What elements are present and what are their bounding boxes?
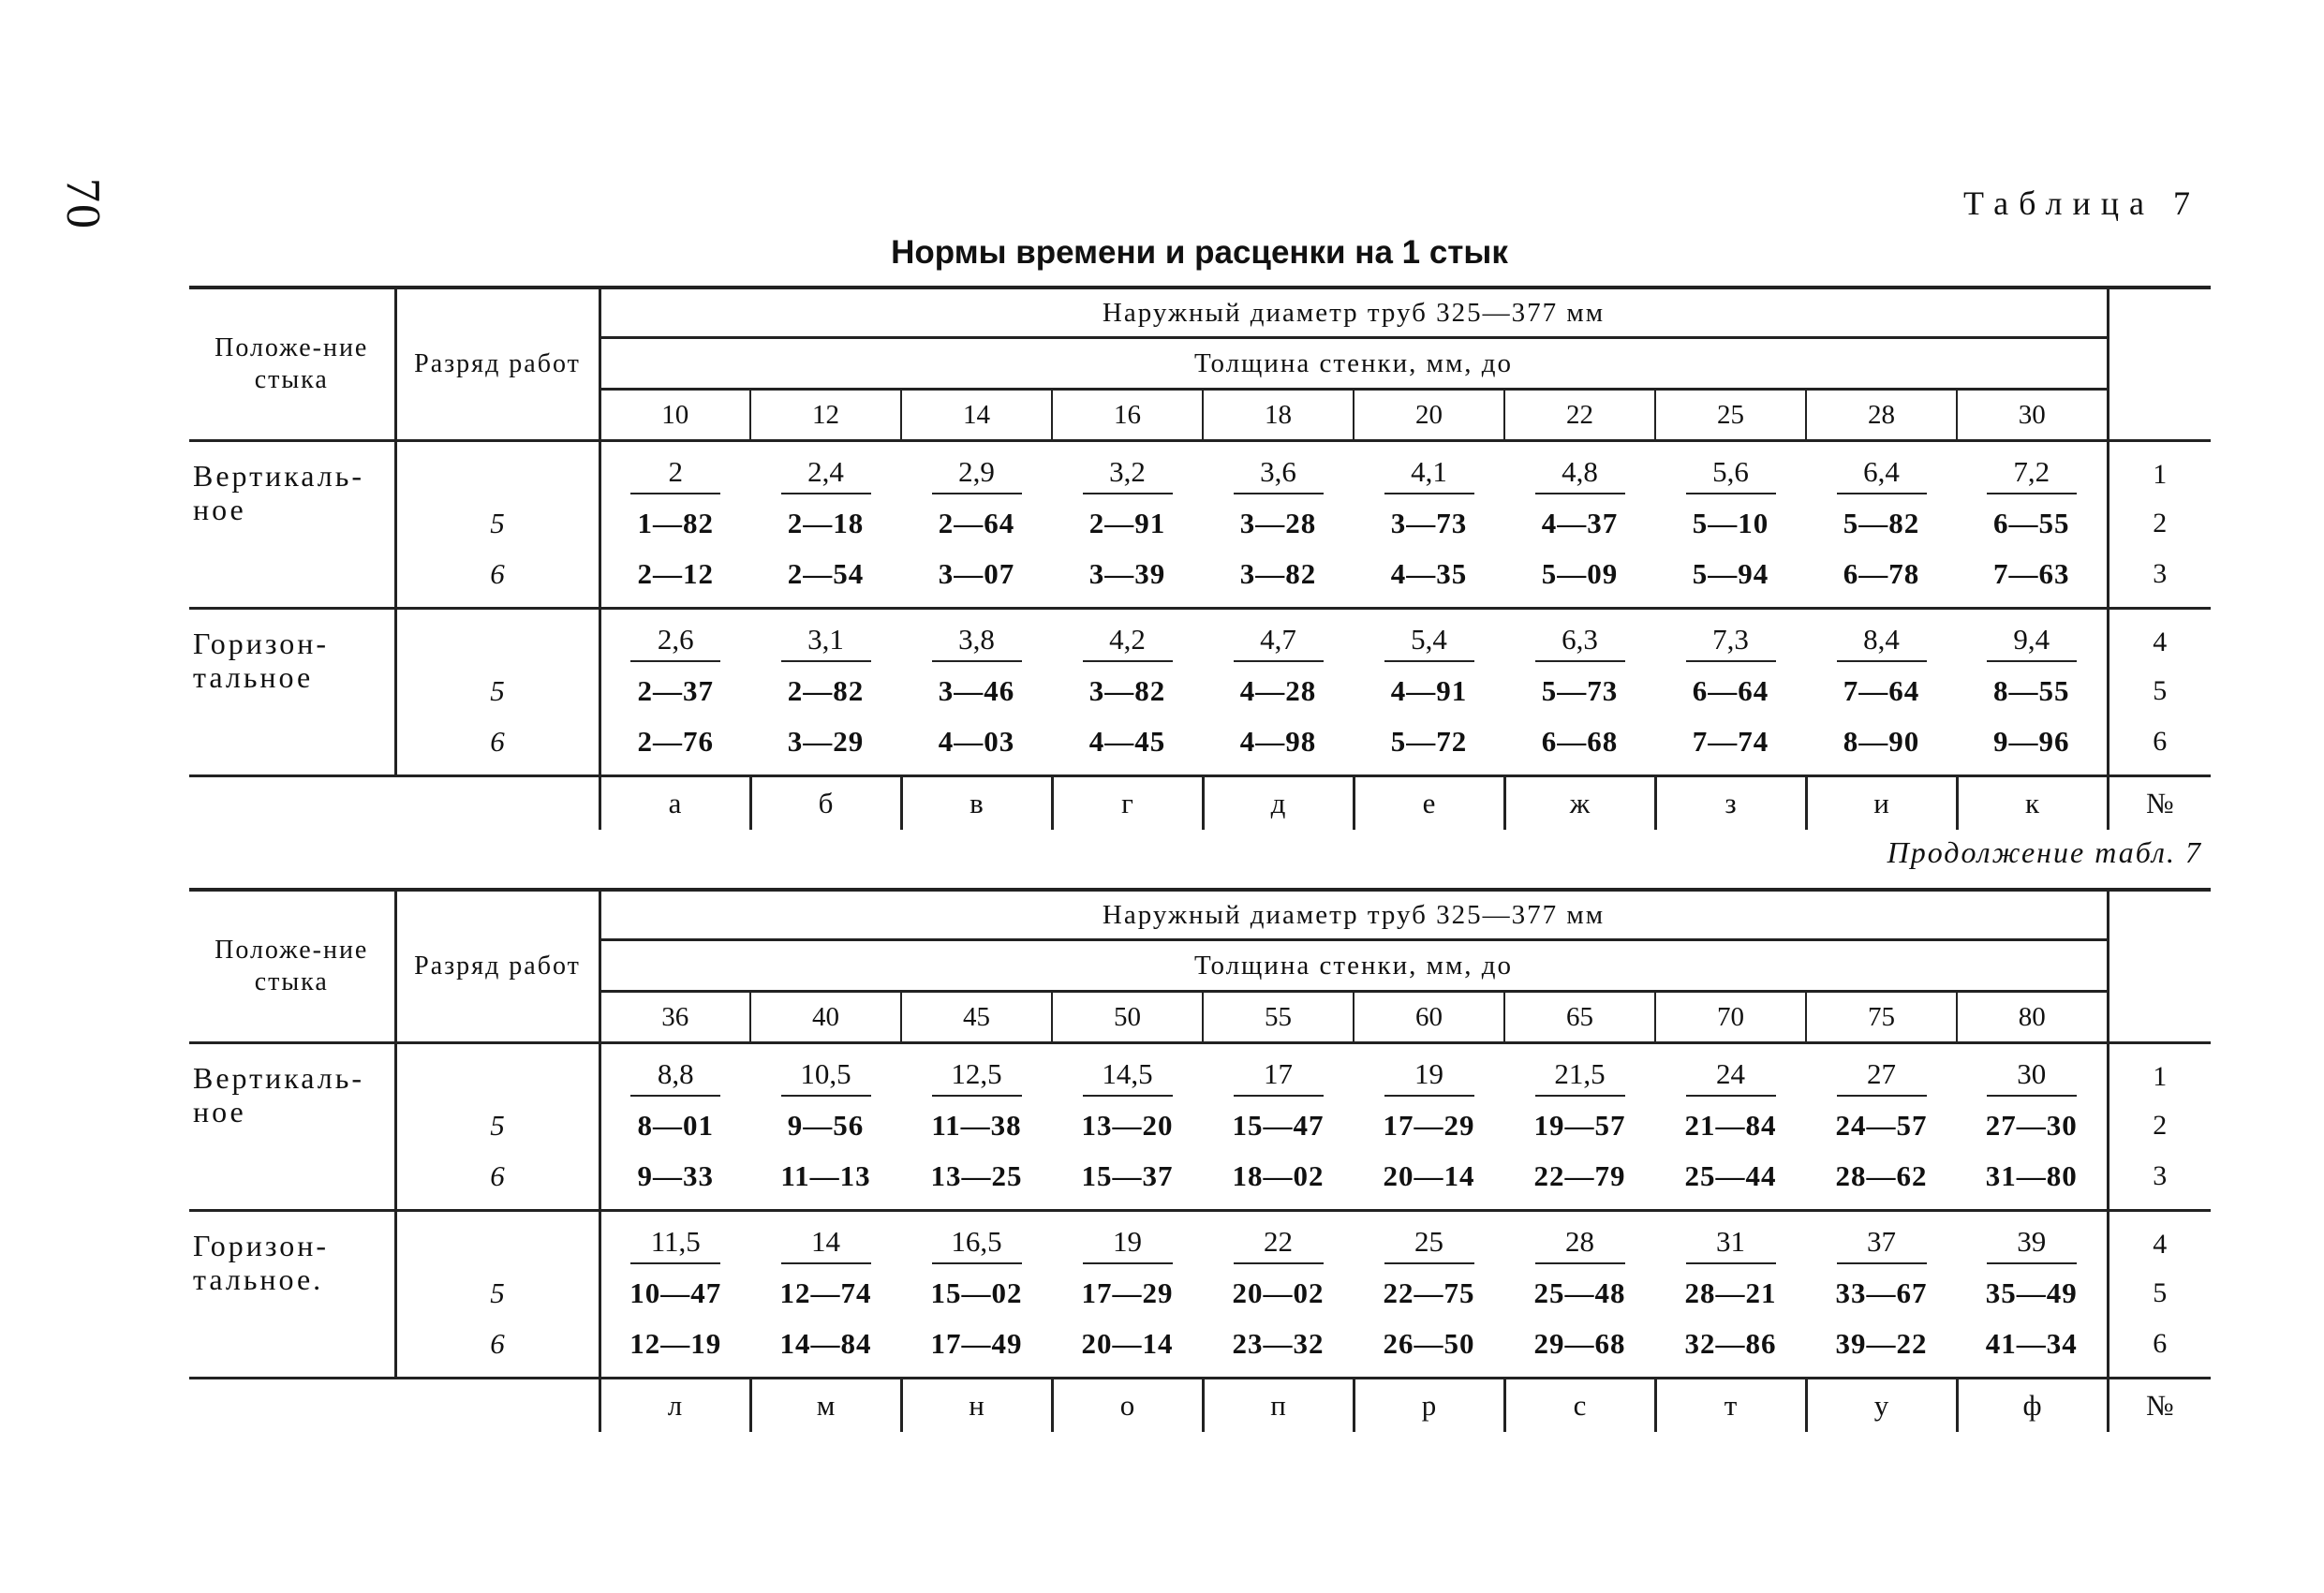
- rate-grade-6: 5—94: [1692, 557, 1769, 590]
- rate-grade-5: 33—67: [1835, 1276, 1928, 1309]
- rate-grade-5: 19—57: [1533, 1109, 1626, 1142]
- value-cell: [600, 1043, 750, 1211]
- value-cell: [600, 441, 750, 609]
- rate-grade-5: 2—91: [1088, 507, 1166, 539]
- letters-blank: [395, 1379, 600, 1433]
- rate-grade-5: 21—84: [1684, 1109, 1777, 1142]
- value-cell: [1052, 609, 1203, 776]
- rate-grade-5: 6—64: [1692, 674, 1769, 707]
- header-wall-thickness: Толщина стенки, мм, до: [600, 940, 2108, 992]
- thickness-header-cell: 50: [1052, 992, 1203, 1043]
- value-cell: [1806, 1043, 1957, 1211]
- column-letter: ф: [1957, 1379, 2108, 1433]
- column-letter: а: [600, 776, 750, 831]
- column-letter: з: [1655, 776, 1806, 831]
- rate-grade-5: 15—02: [930, 1276, 1023, 1309]
- rate-grade-5: 3—73: [1390, 507, 1468, 539]
- grade-value: 6: [490, 1327, 505, 1360]
- rate-grade-5: 28—21: [1684, 1276, 1777, 1309]
- value-cell: [1504, 609, 1655, 776]
- thickness-header-cell: 36: [600, 992, 750, 1043]
- table-row: [189, 1211, 2211, 1379]
- rate-grade-5: 2—18: [787, 507, 865, 539]
- grade-value: [397, 1054, 599, 1100]
- rate-grade-6: 25—44: [1684, 1159, 1777, 1192]
- number-sign: №: [2108, 776, 2211, 831]
- rate-grade-6: 4—35: [1390, 557, 1468, 590]
- value-cell: [901, 609, 1052, 776]
- table-label: Таблица 7: [1963, 184, 2200, 222]
- value-cell: [1655, 1043, 1806, 1211]
- rate-grade-6: 22—79: [1533, 1159, 1626, 1192]
- joint-position: Вертикаль-ное: [189, 1043, 395, 1211]
- rate-grade-6: 8—90: [1843, 725, 1920, 758]
- grade-cell: [395, 1043, 600, 1211]
- rate-grade-6: 13—25: [930, 1159, 1023, 1192]
- thickness-header-cell: 40: [750, 992, 901, 1043]
- rate-grade-6: 11—13: [780, 1159, 871, 1192]
- time-norm: 3,2: [1083, 451, 1173, 494]
- grade-value: [397, 1221, 599, 1268]
- grade-value: 5: [490, 507, 505, 539]
- time-norm: 7,3: [1686, 619, 1776, 662]
- value-cell: [1806, 1211, 1957, 1379]
- time-norm: 6,3: [1535, 619, 1625, 662]
- rate-grade-6: 2—76: [637, 725, 714, 758]
- header-outer-diameter: Наружный диаметр труб 325—377 мм: [600, 890, 2108, 940]
- time-norm: 19: [1384, 1054, 1474, 1097]
- value-cell: [1203, 609, 1354, 776]
- header-wall-thickness: Толщина стенки, мм, до: [600, 338, 2108, 390]
- column-letter: д: [1203, 776, 1354, 831]
- value-cell: [1957, 1043, 2108, 1211]
- value-cell: [750, 1211, 901, 1379]
- grade-value: 5: [490, 1109, 505, 1142]
- rate-grade-6: 3—07: [938, 557, 1015, 590]
- rate-grade-5: 25—48: [1533, 1276, 1626, 1309]
- rate-grade-5: 5—82: [1843, 507, 1920, 539]
- table-row: [189, 441, 2211, 609]
- rate-grade-5: 8—01: [637, 1109, 714, 1142]
- thickness-header-cell: 80: [1957, 992, 2108, 1043]
- grade-value: 5: [490, 674, 505, 707]
- norms-table-1: [189, 286, 2211, 830]
- column-letter: е: [1354, 776, 1504, 831]
- header-position: Положе-ние стыка: [189, 288, 395, 441]
- time-norm: 16,5: [932, 1221, 1022, 1264]
- rate-grade-5: 3—28: [1239, 507, 1317, 539]
- grade-value: 6: [490, 725, 505, 758]
- thickness-header-cell: 28: [1806, 390, 1957, 441]
- rate-grade-6: 4—98: [1239, 725, 1317, 758]
- time-norm: 9,4: [1987, 619, 2077, 662]
- rate-grade-6: 2—12: [637, 557, 714, 590]
- time-norm: 37: [1837, 1221, 1927, 1264]
- column-letter: л: [600, 1379, 750, 1433]
- value-cell: [750, 441, 901, 609]
- rate-grade-6: 5—09: [1541, 557, 1619, 590]
- letters-blank: [189, 1379, 395, 1433]
- column-letter: в: [901, 776, 1052, 831]
- rate-grade-5: 27—30: [1985, 1109, 2078, 1142]
- page-number: 70: [56, 178, 110, 230]
- rate-grade-6: 39—22: [1835, 1327, 1928, 1360]
- rate-grade-6: 2—54: [787, 557, 865, 590]
- row-number: 5: [2153, 1277, 2168, 1308]
- row-number: 4: [2153, 1229, 2168, 1260]
- column-letter: п: [1203, 1379, 1354, 1433]
- time-norm: 31: [1686, 1221, 1776, 1264]
- joint-position: Вертикаль-ное: [189, 441, 395, 609]
- value-cell: [1957, 1211, 2108, 1379]
- rate-grade-6: 12—19: [629, 1327, 722, 1360]
- rate-grade-5: 10—47: [629, 1276, 722, 1309]
- rate-grade-6: 4—45: [1088, 725, 1166, 758]
- time-norm: 3,1: [781, 619, 871, 662]
- row-number: 2: [2153, 1110, 2168, 1141]
- header-grade: Разряд работ: [395, 288, 600, 441]
- thickness-header-cell: 25: [1655, 390, 1806, 441]
- time-norm: 27: [1837, 1054, 1927, 1097]
- thickness-header-cell: 20: [1354, 390, 1504, 441]
- time-norm: 6,4: [1837, 451, 1927, 494]
- value-cell: [1203, 441, 1354, 609]
- rate-grade-6: 17—49: [930, 1327, 1023, 1360]
- value-cell: [1806, 441, 1957, 609]
- column-letter: к: [1957, 776, 2108, 831]
- rate-grade-6: 29—68: [1533, 1327, 1626, 1360]
- rate-grade-6: 14—84: [779, 1327, 872, 1360]
- time-norm: 7,2: [1987, 451, 2077, 494]
- value-cell: [600, 609, 750, 776]
- grade-cell: [395, 1211, 600, 1379]
- header-position: Положе-ние стыка: [189, 890, 395, 1043]
- rate-grade-5: 5—73: [1541, 674, 1619, 707]
- value-cell: [1354, 609, 1504, 776]
- column-letter: г: [1052, 776, 1203, 831]
- time-norm: 4,2: [1083, 619, 1173, 662]
- thickness-header-cell: 55: [1203, 992, 1354, 1043]
- value-cell: [1354, 1211, 1504, 1379]
- rate-grade-5: 7—64: [1843, 674, 1920, 707]
- norms-table-2: [189, 888, 2211, 1432]
- grade-cell: [395, 441, 600, 609]
- rate-grade-5: 15—47: [1232, 1109, 1325, 1142]
- rate-grade-5: 2—64: [938, 507, 1015, 539]
- column-letter: б: [750, 776, 901, 831]
- header-grade: Разряд работ: [395, 890, 600, 1043]
- thickness-header-cell: 10: [600, 390, 750, 441]
- number-sign: №: [2108, 1379, 2211, 1433]
- rate-grade-5: 13—20: [1081, 1109, 1174, 1142]
- time-norm: 8,4: [1837, 619, 1927, 662]
- row-number-cell: [2108, 1043, 2211, 1211]
- rate-grade-5: 9—56: [787, 1109, 865, 1142]
- rate-grade-6: 18—02: [1232, 1159, 1325, 1192]
- time-norm: 22: [1234, 1221, 1324, 1264]
- rate-grade-5: 2—82: [787, 674, 865, 707]
- rate-grade-5: 6—55: [1993, 507, 2070, 539]
- thickness-header-cell: 14: [901, 390, 1052, 441]
- row-number-cell: [2108, 441, 2211, 609]
- grade-value: 5: [490, 1276, 505, 1309]
- grade-cell: [395, 609, 600, 776]
- value-cell: [1354, 1043, 1504, 1211]
- rate-grade-6: 6—68: [1541, 725, 1619, 758]
- time-norm: 25: [1384, 1221, 1474, 1264]
- header-rownum-blank: [2108, 890, 2211, 1043]
- value-cell: [901, 441, 1052, 609]
- thickness-header-cell: 65: [1504, 992, 1655, 1043]
- row-number: 3: [2153, 1160, 2168, 1191]
- page-title: Нормы времени и расценки на 1 стык: [891, 234, 1508, 271]
- rate-grade-5: 4—28: [1239, 674, 1317, 707]
- value-cell: [1806, 609, 1957, 776]
- rate-grade-5: 3—46: [938, 674, 1015, 707]
- value-cell: [1655, 609, 1806, 776]
- rate-grade-6: 3—82: [1239, 557, 1317, 590]
- table-row: [189, 1043, 2211, 1211]
- column-letter: м: [750, 1379, 901, 1433]
- time-norm: 14: [781, 1221, 871, 1264]
- joint-position: Горизон-тальное.: [189, 1211, 395, 1379]
- rate-grade-5: 3—82: [1088, 674, 1166, 707]
- rate-grade-6: 32—86: [1684, 1327, 1777, 1360]
- thickness-header-cell: 30: [1957, 390, 2108, 441]
- time-norm: 2: [630, 451, 720, 494]
- rate-grade-5: 35—49: [1985, 1276, 2078, 1309]
- rate-grade-5: 20—02: [1232, 1276, 1325, 1309]
- rate-grade-5: 17—29: [1383, 1109, 1475, 1142]
- value-cell: [1354, 441, 1504, 609]
- row-number: 6: [2153, 1328, 2168, 1359]
- rate-grade-6: 31—80: [1985, 1159, 2078, 1192]
- value-cell: [1052, 441, 1203, 609]
- rate-grade-6: 15—37: [1081, 1159, 1174, 1192]
- time-norm: 11,5: [630, 1221, 720, 1264]
- time-norm: 3,6: [1234, 451, 1324, 494]
- column-letter: и: [1806, 776, 1957, 831]
- grade-value: [397, 451, 599, 498]
- continuation-label: Продолжение табл. 7: [1887, 835, 2202, 869]
- rate-grade-6: 20—14: [1081, 1327, 1174, 1360]
- rate-grade-6: 26—50: [1383, 1327, 1475, 1360]
- rate-grade-6: 9—96: [1993, 725, 2070, 758]
- rate-grade-6: 41—34: [1985, 1327, 2078, 1360]
- row-number-cell: [2108, 609, 2211, 776]
- rate-grade-6: 28—62: [1835, 1159, 1928, 1192]
- joint-position: Горизон-тальное: [189, 609, 395, 776]
- rate-grade-5: 12—74: [779, 1276, 872, 1309]
- time-norm: 5,4: [1384, 619, 1474, 662]
- grade-value: 6: [490, 1159, 505, 1192]
- row-number: 2: [2153, 508, 2168, 538]
- column-letter: н: [901, 1379, 1052, 1433]
- value-cell: [1203, 1043, 1354, 1211]
- letters-blank: [395, 776, 600, 831]
- row-number: 5: [2153, 675, 2168, 706]
- column-letter: о: [1052, 1379, 1203, 1433]
- column-letter: с: [1504, 1379, 1655, 1433]
- rate-grade-6: 4—03: [938, 725, 1015, 758]
- value-cell: [1052, 1043, 1203, 1211]
- time-norm: 4,8: [1535, 451, 1625, 494]
- time-norm: 5,6: [1686, 451, 1776, 494]
- rate-grade-5: 1—82: [637, 507, 714, 539]
- time-norm: 2,9: [932, 451, 1022, 494]
- row-number: 1: [2153, 459, 2168, 490]
- time-norm: 21,5: [1535, 1054, 1625, 1097]
- time-norm: 24: [1686, 1054, 1776, 1097]
- rate-grade-6: 3—29: [787, 725, 865, 758]
- value-cell: [750, 609, 901, 776]
- column-letter: ж: [1504, 776, 1655, 831]
- rate-grade-5: 5—10: [1692, 507, 1769, 539]
- value-cell: [901, 1211, 1052, 1379]
- row-number: 6: [2153, 726, 2168, 757]
- thickness-header-cell: 12: [750, 390, 901, 441]
- row-number-cell: [2108, 1211, 2211, 1379]
- value-cell: [1203, 1211, 1354, 1379]
- time-norm: 14,5: [1083, 1054, 1173, 1097]
- time-norm: 10,5: [781, 1054, 871, 1097]
- table-row: [189, 609, 2211, 776]
- rate-grade-6: 3—39: [1088, 557, 1166, 590]
- time-norm: 8,8: [630, 1054, 720, 1097]
- rate-grade-5: 17—29: [1081, 1276, 1174, 1309]
- letters-blank: [189, 776, 395, 831]
- rate-grade-5: 24—57: [1835, 1109, 1928, 1142]
- grade-value: 6: [490, 557, 505, 590]
- value-cell: [600, 1211, 750, 1379]
- thickness-header-cell: 18: [1203, 390, 1354, 441]
- thickness-header-cell: 70: [1655, 992, 1806, 1043]
- value-cell: [750, 1043, 901, 1211]
- time-norm: 39: [1987, 1221, 2077, 1264]
- time-norm: 17: [1234, 1054, 1324, 1097]
- row-number: 3: [2153, 558, 2168, 589]
- thickness-header-cell: 60: [1354, 992, 1504, 1043]
- column-letter: р: [1354, 1379, 1504, 1433]
- rate-grade-6: 23—32: [1232, 1327, 1325, 1360]
- time-norm: 4,7: [1234, 619, 1324, 662]
- rate-grade-5: 8—55: [1993, 674, 2070, 707]
- time-norm: 30: [1987, 1054, 2077, 1097]
- value-cell: [1504, 1043, 1655, 1211]
- time-norm: 4,1: [1384, 451, 1474, 494]
- time-norm: 28: [1535, 1221, 1625, 1264]
- row-number: 4: [2153, 627, 2168, 657]
- value-cell: [1655, 1211, 1806, 1379]
- grade-value: [397, 619, 599, 666]
- value-cell: [901, 1043, 1052, 1211]
- thickness-header-cell: 22: [1504, 390, 1655, 441]
- rate-grade-6: 6—78: [1843, 557, 1920, 590]
- time-norm: 2,6: [630, 619, 720, 662]
- time-norm: 3,8: [932, 619, 1022, 662]
- column-letter: т: [1655, 1379, 1806, 1433]
- column-letter: у: [1806, 1379, 1957, 1433]
- thickness-header-cell: 75: [1806, 992, 1957, 1043]
- value-cell: [1957, 441, 2108, 609]
- rate-grade-5: 4—37: [1541, 507, 1619, 539]
- rate-grade-5: 2—37: [637, 674, 714, 707]
- header-rownum-blank: [2108, 288, 2211, 441]
- time-norm: 2,4: [781, 451, 871, 494]
- header-outer-diameter: Наружный диаметр труб 325—377 мм: [600, 288, 2108, 338]
- value-cell: [1957, 609, 2108, 776]
- time-norm: 19: [1083, 1221, 1173, 1264]
- rate-grade-6: 20—14: [1383, 1159, 1475, 1192]
- row-number: 1: [2153, 1061, 2168, 1092]
- value-cell: [1655, 441, 1806, 609]
- rate-grade-6: 9—33: [637, 1159, 714, 1192]
- thickness-header-cell: 45: [901, 992, 1052, 1043]
- thickness-header-cell: 16: [1052, 390, 1203, 441]
- value-cell: [1504, 441, 1655, 609]
- rate-grade-6: 7—74: [1692, 725, 1769, 758]
- rate-grade-6: 5—72: [1390, 725, 1468, 758]
- rate-grade-5: 11—38: [931, 1109, 1022, 1142]
- rate-grade-6: 7—63: [1993, 557, 2070, 590]
- rate-grade-5: 22—75: [1383, 1276, 1475, 1309]
- value-cell: [1504, 1211, 1655, 1379]
- value-cell: [1052, 1211, 1203, 1379]
- time-norm: 12,5: [932, 1054, 1022, 1097]
- rate-grade-5: 4—91: [1390, 674, 1468, 707]
